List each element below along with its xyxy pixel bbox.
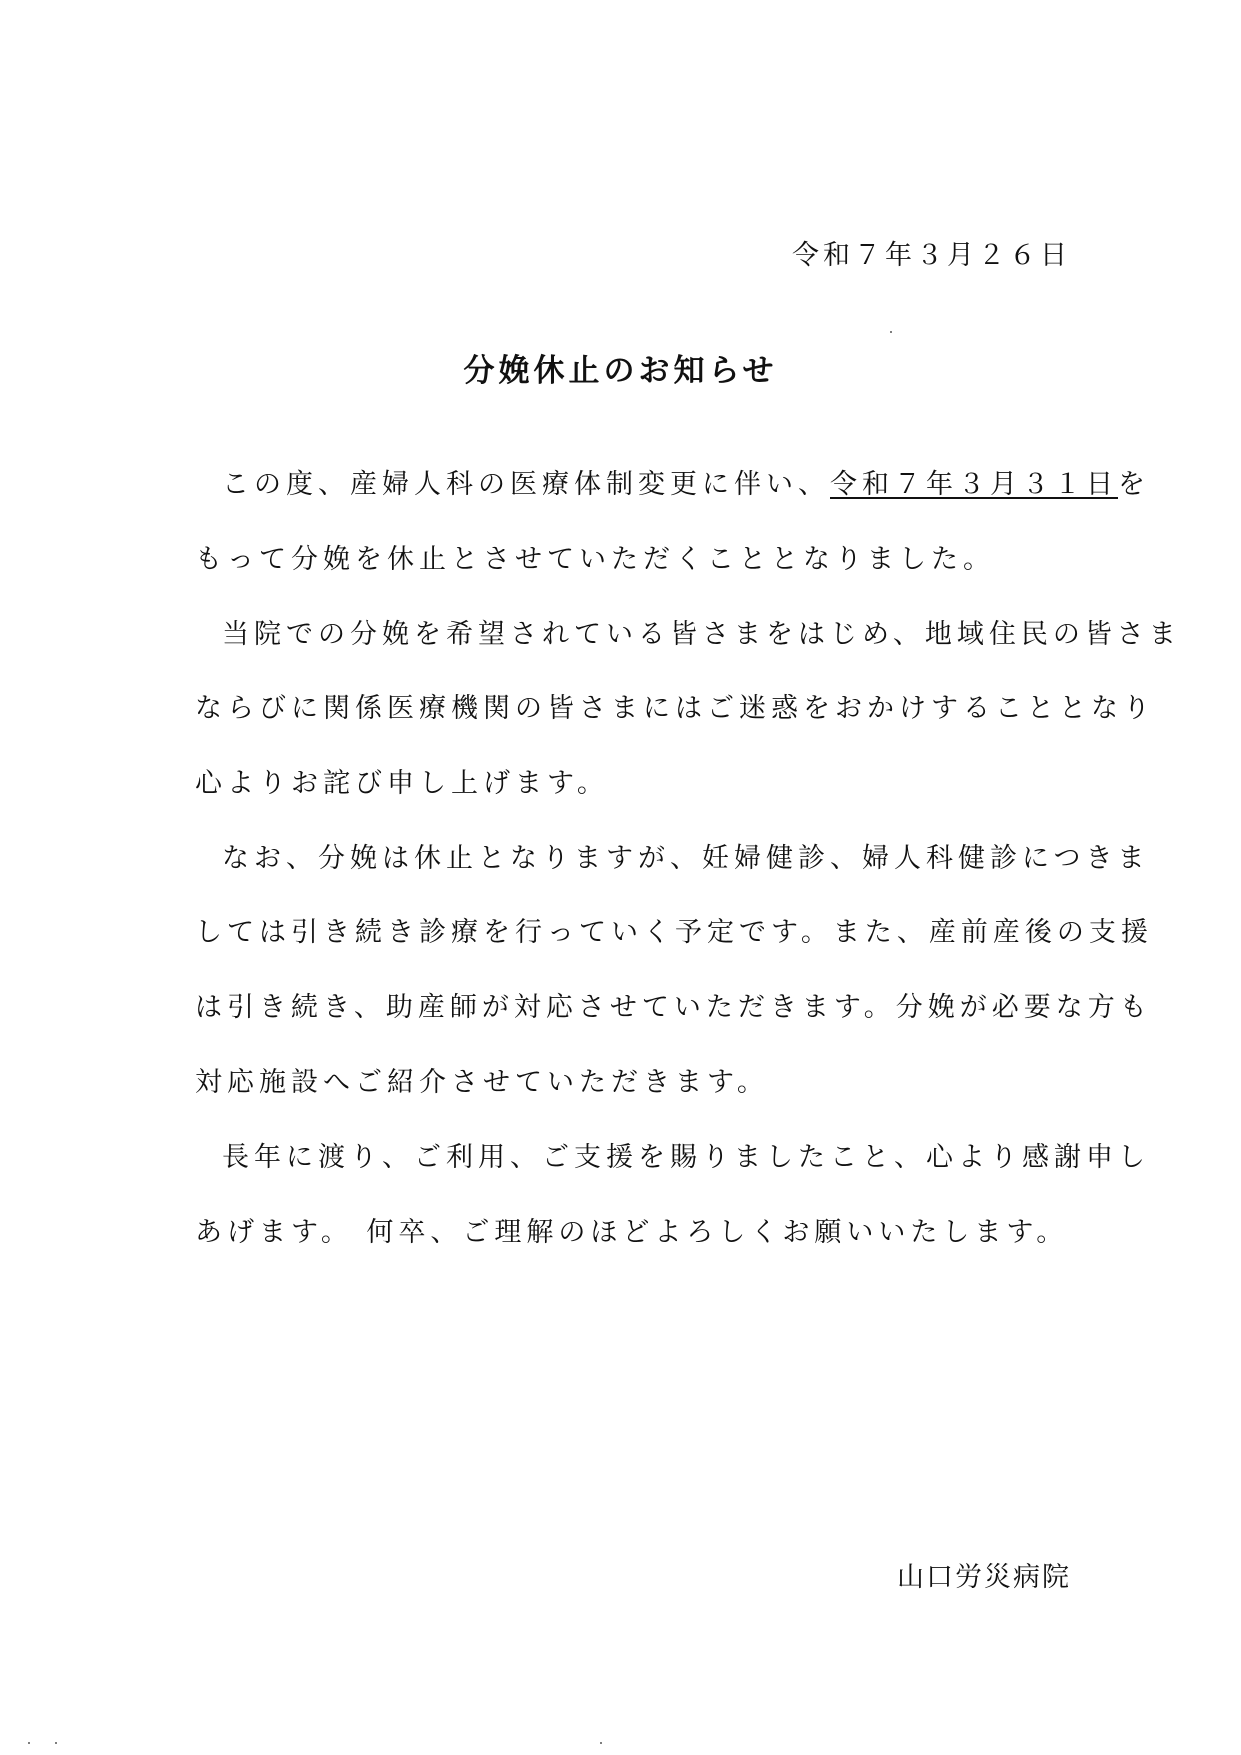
paragraph3-line4: 対応施設へご紹介させていただきます。 xyxy=(195,1067,769,1098)
paragraph1-line2: もって分娩を休止とさせていただくこととなりました。 xyxy=(195,544,995,575)
document-date: 令和７年３月２６日 xyxy=(792,240,1071,271)
scan-speck xyxy=(600,1742,602,1744)
paragraph3-line2: しては引き続き診療を行っていく予定です。また、産前産後の支援 xyxy=(195,917,1153,948)
document-title: 分娩休止のお知らせ xyxy=(463,353,778,389)
paragraph3-line1: なお、分娩は休止となりますが、妊婦健診、婦人科健診につきま xyxy=(222,843,1150,874)
suspension-date: 令和７年３月３１日 xyxy=(830,469,1118,500)
paragraph2-line1: 当院での分娩を希望されている皆さまをはじめ、地域住民の皆さま xyxy=(222,619,1181,650)
scan-speck xyxy=(890,331,892,333)
paragraph1-line1-text: この度、産婦人科の医療体制変更に伴い、 xyxy=(222,469,830,500)
paragraph3-line3: は引き続き、助産師が対応させていただきます。分娩が必要な方も xyxy=(195,992,1152,1023)
scan-speck xyxy=(55,1742,57,1744)
paragraph1-line1 xyxy=(222,462,1150,501)
hospital-signature: 山口労災病院 xyxy=(897,1562,1071,1593)
scan-speck xyxy=(28,1742,30,1744)
paragraph2-line2: ならびに関係医療機関の皆さまにはご迷惑をおかけすることとなり xyxy=(195,693,1155,724)
paragraph1-line1-tail: を xyxy=(1118,469,1150,500)
paragraph2-line3: 心よりお詫び申し上げます。 xyxy=(195,768,609,799)
paragraph4-line2: あげます。 何卒、ご理解のほどよろしくお願いいたします。 xyxy=(195,1217,1069,1248)
paragraph4-line1: 長年に渡り、ご利用、ご支援を賜りましたこと、心より感謝申し xyxy=(222,1142,1150,1173)
